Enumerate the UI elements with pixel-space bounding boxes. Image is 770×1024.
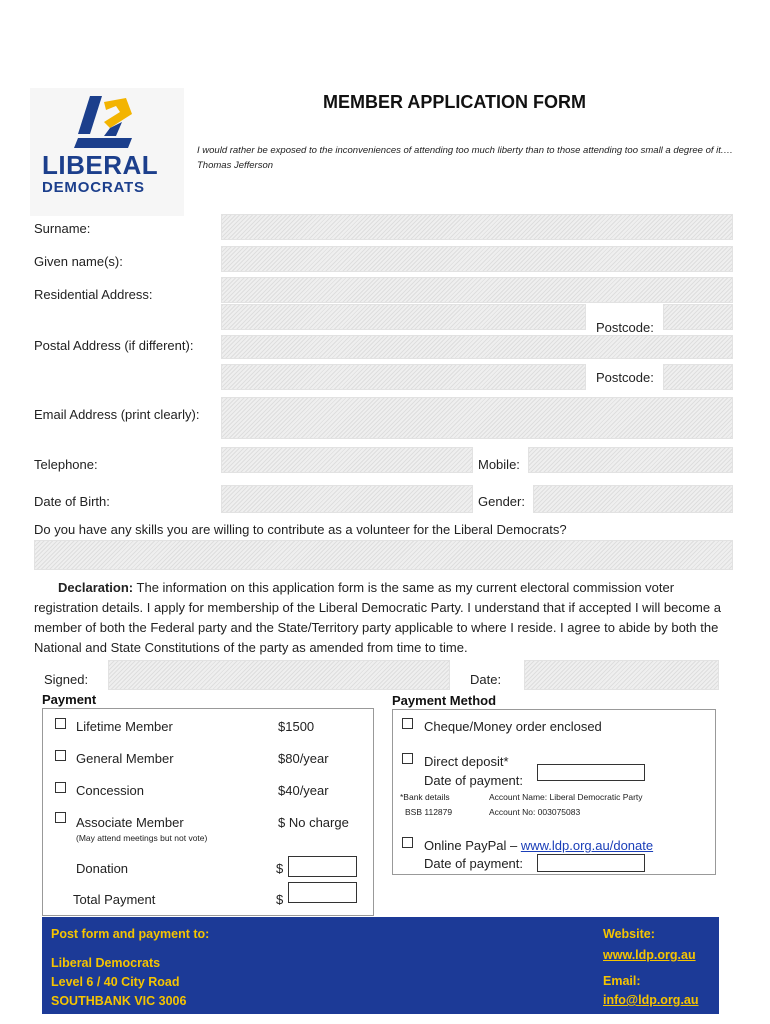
residential-address-field-2[interactable] (221, 304, 586, 330)
telephone-field[interactable] (221, 447, 473, 473)
page-title: MEMBER APPLICATION FORM (323, 92, 586, 112)
email-label-footer: Email: (603, 974, 641, 988)
org-name: Liberal Democrats (51, 956, 161, 970)
donation-currency: $ (276, 861, 284, 876)
total-payment-input[interactable] (288, 882, 357, 903)
donation-label: Donation (76, 861, 129, 876)
gender-field[interactable] (533, 485, 733, 513)
residential-address-label: Residential Address: (34, 287, 153, 302)
telephone-label: Telephone: (34, 457, 98, 472)
lifetime-member-price: $1500 (278, 719, 315, 734)
declaration-text: The information on this application form is the same as my current electoral commission voter registration details. I apply for membership of the Liberal Democratic Party. I understand that if accepted I will become a member of both the Federal party and the State/Territory party applicable to where I reside. I agree to abide by both the National and State Constitutions of the party as amended from time to time. (34, 580, 721, 655)
concession-price: $40/year (278, 783, 329, 798)
surname-field[interactable] (221, 214, 733, 240)
account-number: Account No: 003075083 (489, 807, 581, 817)
lifetime-member-label: Lifetime Member (76, 719, 173, 734)
jefferson-quote: I would rather be exposed to the inconveniences of attending too much liberty than to those attending too small a degree of it.…Thomas Jefferson (197, 145, 734, 171)
surname-label: Surname: (34, 221, 91, 236)
logo-line-1: LIBERAL (42, 150, 159, 180)
postal-address-field-2[interactable] (221, 364, 586, 390)
postcode-field[interactable] (663, 304, 733, 330)
paypal-date-input[interactable] (537, 854, 645, 872)
paypal-link[interactable]: www.ldp.org.au/donate (520, 838, 654, 853)
total-payment-label: Total Payment (73, 892, 156, 907)
given-names-label: Given name(s): (34, 254, 123, 269)
direct-deposit-label: Direct deposit* (424, 754, 509, 769)
paypal-checkbox[interactable] (402, 837, 413, 848)
deposit-date-label: Date of payment: (424, 773, 523, 788)
footer-banner (42, 917, 719, 1014)
logo-line-2: DEMOCRATS (42, 179, 145, 196)
direct-deposit-checkbox[interactable] (402, 753, 413, 764)
account-name: Account Name: Liberal Democratic Party (489, 792, 643, 802)
website-link[interactable]: www.ldp.org.au (603, 948, 696, 962)
date-label: Date: (470, 672, 502, 687)
signature-field[interactable] (108, 660, 450, 690)
address-line-1: Level 6 / 40 City Road (51, 975, 180, 989)
mobile-field[interactable] (528, 447, 733, 473)
address-line-2: SOUTHBANK VIC 3006 (51, 994, 187, 1008)
residential-address-field[interactable] (221, 277, 733, 303)
associate-member-label: Associate Member (76, 815, 184, 830)
payment-method-heading: Payment Method (392, 693, 497, 708)
declaration (34, 578, 734, 658)
email-field[interactable] (221, 397, 733, 439)
postcode-label-2: Postcode: (596, 370, 654, 385)
deposit-date-input[interactable] (537, 764, 645, 781)
given-names-field[interactable] (221, 246, 733, 272)
associate-member-checkbox[interactable] (55, 812, 66, 823)
bank-details-label: *Bank details (400, 792, 450, 802)
associate-member-note: (May attend meetings but not vote) (76, 833, 208, 843)
date-field[interactable] (524, 660, 719, 690)
concession-label: Concession (76, 783, 144, 798)
ldp-emblem-icon (70, 94, 148, 150)
cheque-checkbox[interactable] (402, 718, 413, 729)
paypal-date-label: Date of payment: (424, 856, 523, 871)
dob-field[interactable] (221, 485, 473, 513)
signed-label: Signed: (44, 672, 89, 687)
paypal-label (424, 838, 653, 853)
postcode-label: Postcode: (596, 320, 654, 335)
payment-heading: Payment (42, 692, 97, 707)
donation-input[interactable] (288, 856, 357, 877)
postal-address-field[interactable] (221, 335, 733, 359)
lifetime-member-checkbox[interactable] (55, 718, 66, 729)
concession-checkbox[interactable] (55, 782, 66, 793)
email-link[interactable]: info@ldp.org.au (603, 993, 699, 1007)
post-heading: Post form and payment to: (51, 927, 210, 941)
postal-address-label: Postal Address (if different): (34, 338, 194, 353)
party-logo (30, 88, 184, 216)
email-label: Email Address (print clearly): (34, 407, 200, 422)
total-currency: $ (276, 892, 284, 907)
postcode-field-2[interactable] (663, 364, 733, 390)
associate-member-price: $ No charge (278, 815, 349, 830)
gender-label: Gender: (478, 494, 525, 509)
general-member-label: General Member (76, 751, 174, 766)
cheque-label: Cheque/Money order enclosed (424, 719, 602, 734)
volunteer-question: Do you have any skills you are willing to contribute as a volunteer for the Liberal Democrats? (34, 522, 567, 537)
general-member-price: $80/year (278, 751, 329, 766)
paypal-prefix: Online PayPal – (424, 838, 521, 853)
website-label: Website: (603, 927, 655, 941)
mobile-label: Mobile: (478, 457, 520, 472)
dob-label: Date of Birth: (34, 494, 110, 509)
volunteer-skills-field[interactable] (34, 540, 733, 570)
general-member-checkbox[interactable] (55, 750, 66, 761)
declaration-heading: Declaration: (58, 580, 134, 595)
bsb-number: BSB 112879 (405, 807, 453, 817)
